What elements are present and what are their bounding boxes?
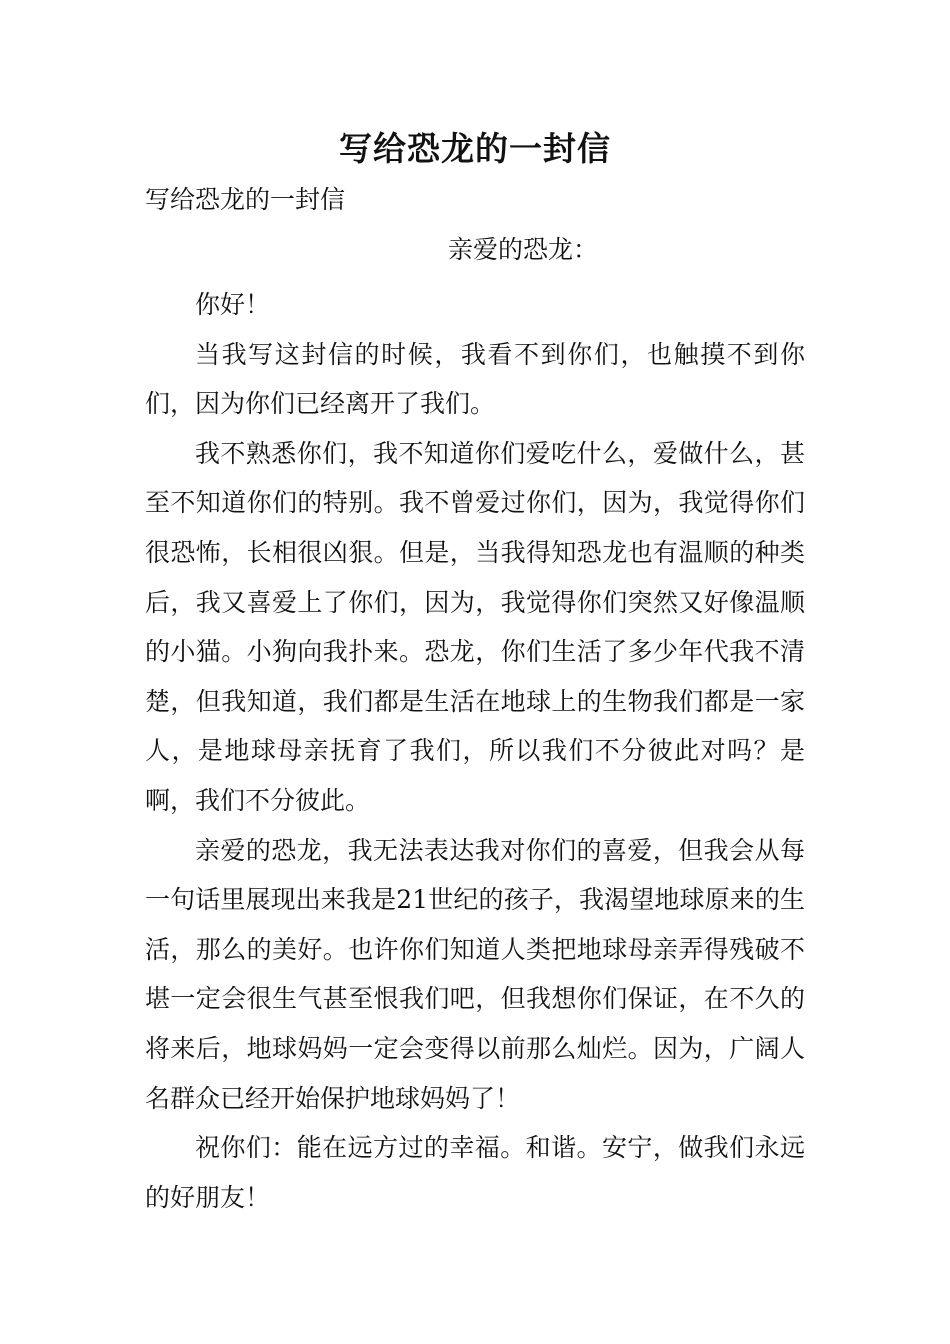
paragraph: 我不熟悉你们，我不知道你们爱吃什么，爱做什么，甚至不知道你们的特别。我不曾爱过你们，因为，我觉得你们很恐怖，长相很凶狠。但是，当我得知恐龙也有温顺的种类后，我又喜爱上了你们，因为，我觉得你们突然又好像温顺的小猫。小狗向我扑来。恐龙，你们生活了多少年代我不清楚，但我知道，我们都是生活在地球上的生物我们都是一家人，是地球母亲抚育了我们，所以我们不分彼此对吗？是啊，我们不分彼此。 xyxy=(145,438,805,815)
paragraph: 亲爱的恐龙，我无法表达我对你们的喜爱，但我会从每一句话里展现出来我是21世纪的孩子，我渴望地球原来的生活，那么的美好。也许你们知道人类把地球母亲弄得残破不堪一定会很生气甚至恨我们吧，但我想你们保证，在不久的将来后，地球妈妈一定会变得以前那么灿烂。因为，广阔人名群众已经开始保护地球妈妈了！ xyxy=(145,835,805,1113)
paragraph-greeting: 你好！ xyxy=(195,290,271,319)
paragraph-closing: 祝你们：能在远方过的幸福。和谐。安宁，做我们永远的好朋友！ xyxy=(145,1133,805,1212)
document-subtitle: 写给恐龙的一封信 xyxy=(145,185,346,214)
letter-salutation: 亲爱的恐龙： xyxy=(448,235,599,264)
paragraph: 当我写这封信的时候，我看不到你们，也触摸不到你们，因为你们已经离开了我们。 xyxy=(145,339,805,419)
document-title: 写给恐龙的一封信 xyxy=(339,129,611,168)
letter-body xyxy=(145,280,805,1222)
